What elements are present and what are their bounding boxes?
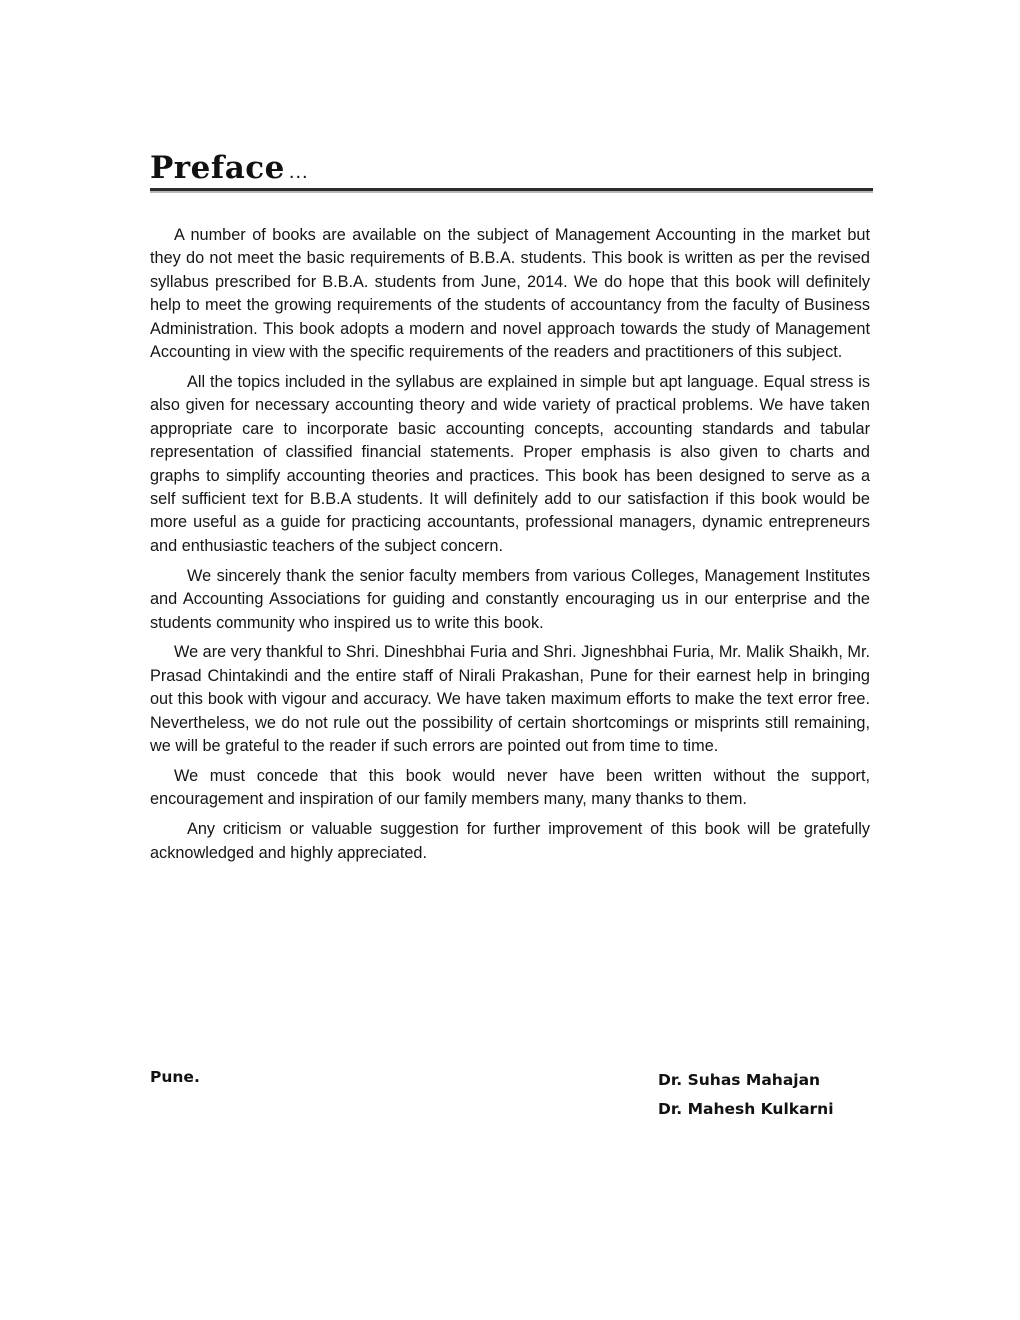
- paragraph-intro: A number of books are available on the subject of Management Accounting in the market but they do not meet the basic requirements of B.B.A. students. This book is written as per the revised syllabus prescribed for B.B.A. students from June, 2014. We do hope that this book will definitely help to meet the growing requirements of the students of accountancy from the faculty of Business Administration. This book adopts a modern and novel approach towards the study of Management Accounting in view with the specific requirements of the readers and practitioners of this subject.: [150, 226, 870, 362]
- page-title-text: Preface: [150, 150, 285, 186]
- heading-rule-shadow: [150, 191, 873, 193]
- paragraph-family-thanks: We must concede that this book would never have been written without the support, encouragement and inspiration of our family members many, many thanks to them.: [150, 766, 870, 809]
- preface-body: [150, 224, 870, 872]
- paragraph-suggestions: Any criticism or valuable suggestion for further improvement of this book will be gratefully acknowledged and highly appreciated.: [150, 820, 870, 862]
- signature-place: Pune.: [150, 1068, 200, 1086]
- page-title: [150, 148, 873, 192]
- author-name: Dr. Suhas Mahajan: [658, 1071, 821, 1089]
- signature-authors: [658, 1066, 834, 1124]
- paragraph-publisher-thanks: We are very thankful to Shri. Dineshbhai Furia and Shri. Jigneshbhai Furia, Mr. Malik Shaikh, Mr. Prasad Chintakindi and the entire staff of Nirali Prakashan, Pune for their earnest help in bringing out this book with vigour and accuracy. We have taken maximum efforts to make the text error free. Nevertheless, we do not rule out the possibility of certain shortcomings or misprints still remaining, we will be grateful to the reader if such errors are pointed out from time to time.: [150, 643, 870, 756]
- paragraph-topics: All the topics included in the syllabus are explained in simple but apt language. Equal stress is also given for necessary accounting theory and wide variety of practical problems. We have taken appropriate care to incorporate basic accounting concepts, accounting standards and tabular representation of classified financial statements. Proper emphasis is also given to charts and graphs to simplify accounting theories and practices. This book has been designed to serve as a self sufficient text for B.B.A students. It will definitely add to our satisfaction if this book would be more useful as a guide for practicing accountants, professional managers, dynamic entrepreneurs and enthusiastic teachers of the subject concern.: [150, 372, 870, 555]
- author-name: Dr. Mahesh Kulkarni: [658, 1100, 834, 1118]
- page-title-ellipsis: ...: [288, 161, 309, 183]
- paragraph-faculty-thanks: We sincerely thank the senior faculty members from various Colleges, Management Institutes and Accounting Associations for guiding and constantly encouraging us in our enterprise and the students community who inspired us to write this book.: [150, 566, 870, 632]
- heading-block: [150, 148, 873, 192]
